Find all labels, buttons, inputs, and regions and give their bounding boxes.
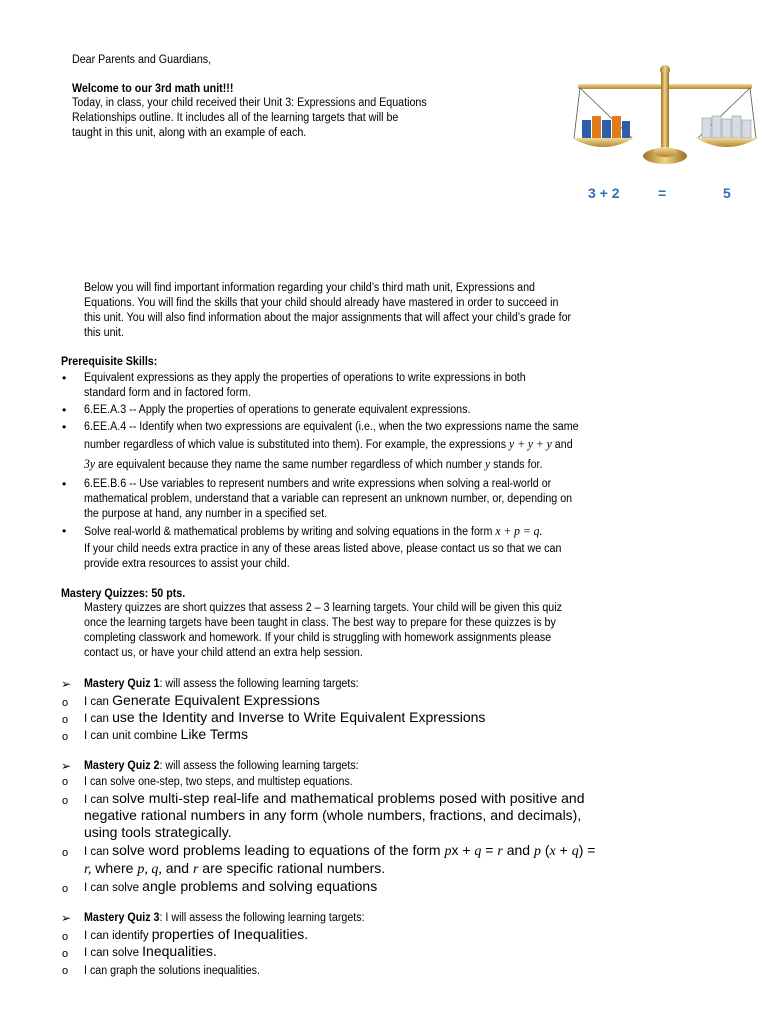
prereq-b3-line-1: 6.EE.A.4 -- Identify when two expressions are equivalent (i.e., when the two expressions name the same <box>84 421 579 433</box>
target-prefix: I can solve <box>84 947 143 959</box>
math-expression: 3y <box>84 457 95 471</box>
prereq-b5 <box>84 524 542 539</box>
target-text: x + <box>451 842 475 858</box>
math-expression: y + y + y <box>509 437 552 451</box>
target-text: and <box>502 842 534 858</box>
quiz1-lead: : will assess the following learning targets: <box>159 678 359 690</box>
target-text: ( <box>540 842 550 858</box>
intro-line-3: taught in this unit, along with an example of each. <box>72 127 307 139</box>
target-text: where <box>91 860 138 876</box>
target-text: angle problems and solving equations <box>142 878 378 894</box>
prereq-heading: Prerequisite Skills: <box>61 356 158 368</box>
circle-bullet-icon: o <box>62 776 69 788</box>
circle-bullet-icon: o <box>62 731 69 743</box>
math-variable: r <box>497 844 503 859</box>
intro-line-2: Relationships outline. It includes all of the learning targets that will be <box>72 112 399 124</box>
target-text: = <box>481 842 498 858</box>
bullet-icon: • <box>62 371 67 385</box>
quiz1-target-3 <box>84 727 248 743</box>
prereq-b3-line-2 <box>84 437 573 452</box>
mastery-desc-line-1: Mastery quizzes are short quizzes that assess 2 – 3 learning targets. Your child will be given this quiz <box>84 602 562 614</box>
math-variable: x <box>549 844 556 859</box>
target-prefix: I can <box>84 846 113 858</box>
quiz3-title: Mastery Quiz 3 <box>84 912 160 924</box>
quiz3-target-1 <box>84 927 308 943</box>
scale-right-value: 5 <box>723 185 731 201</box>
quiz2-target-3-line-2 <box>84 861 385 877</box>
circle-bullet-icon: o <box>62 883 69 895</box>
quiz2-target-1: I can solve one-step, two steps, and multistep equations. <box>84 776 353 788</box>
mastery-heading: Mastery Quizzes: 50 pts. <box>61 588 186 600</box>
welcome-heading: Welcome to our 3rd math unit!!! <box>72 83 234 95</box>
prereq-b3-line-3 <box>84 457 542 472</box>
math-variable: r <box>192 862 199 877</box>
prereq-b4-line-2: mathematical problem, understand that a variable can represent an unknown number, or, depending on <box>84 493 573 505</box>
circle-bullet-icon: o <box>62 965 69 977</box>
math-variable: r, <box>84 862 92 877</box>
target-text: properties of Inequalities. <box>151 926 309 942</box>
quiz3-target-3: I can graph the solutions inequalities. <box>84 965 260 977</box>
prereq-extra-line-2: provide extra resources to assist your child. <box>84 558 290 570</box>
prereq-b4-line-1: 6.EE.B.6 -- Use variables to represent numbers and write expressions when solving a real-world or <box>84 478 552 490</box>
target-text: are specific rational numbers. <box>198 860 386 876</box>
target-prefix: I can identify <box>84 930 152 942</box>
target-text: Generate Equivalent Expressions <box>112 692 320 708</box>
balance-scale-illustration <box>570 58 760 186</box>
target-text: + <box>555 842 572 858</box>
intro-line-1: Today, in class, your child received their Unit 3: Expressions and Equations <box>72 97 427 109</box>
target-prefix: I can unit combine <box>84 730 181 742</box>
quiz2-target-3-line-1 <box>84 843 595 859</box>
prereq-b3-text: number regardless of which value is substituted into them). For example, the expressions <box>84 439 510 451</box>
quiz1-target-2 <box>84 710 485 726</box>
circle-bullet-icon: o <box>62 697 69 709</box>
bullet-icon: • <box>62 420 67 434</box>
quiz2-target-2-line-1 <box>84 791 584 807</box>
quiz2-title: Mastery Quiz 2 <box>84 760 160 772</box>
prereq-extra-line-1: If your child needs extra practice in any of these areas listed above, please contact us so that we can <box>84 543 562 555</box>
scale-equals: = <box>658 185 667 201</box>
arrow-bullet-icon: ➢ <box>61 677 72 691</box>
math-variable: p <box>533 844 541 859</box>
math-variable: q <box>571 844 579 859</box>
bullet-icon: • <box>62 477 67 491</box>
greeting: Dear Parents and Guardians, <box>72 54 212 66</box>
left-weights <box>582 116 630 138</box>
target-text: ) = <box>578 842 596 858</box>
target-prefix: I can <box>84 696 113 708</box>
circle-bullet-icon: o <box>62 948 69 960</box>
target-text: solve word problems leading to equations of the form <box>112 842 445 858</box>
math-expression: x + p = q. <box>495 524 543 538</box>
quiz3-lead: : I will assess the following learning targets: <box>159 912 365 924</box>
quiz2-lead: : will assess the following learning targets: <box>159 760 359 772</box>
quiz1-target-1 <box>84 693 320 709</box>
quiz1-title: Mastery Quiz 1 <box>84 678 160 690</box>
math-variable: p, q, <box>137 862 162 877</box>
prereq-b3-text: are equivalent because they name the same number regardless of which number <box>94 459 485 471</box>
quiz2-target-4 <box>84 879 377 895</box>
mastery-desc-line-4: contact us, or have your child attend an extra help session. <box>84 647 363 659</box>
below-line-4: this unit. <box>84 327 124 339</box>
circle-bullet-icon: o <box>62 795 69 807</box>
below-line-3: this unit. You will also find information about the major assignments that will affect your child’s grade for <box>84 312 572 324</box>
prereq-b3-text: stands for. <box>490 459 543 471</box>
bullet-icon: • <box>62 524 67 538</box>
prereq-b1-line-1: Equivalent expressions as they apply the properties of operations to write expressions in both <box>84 372 526 384</box>
arrow-bullet-icon: ➢ <box>61 759 72 773</box>
target-text: solve multi-step real-life and mathematical problems posed with positive and <box>112 790 585 806</box>
circle-bullet-icon: o <box>62 847 69 859</box>
prereq-b3-text: and <box>551 439 573 451</box>
right-weights <box>702 116 751 138</box>
bullet-icon: • <box>62 403 67 417</box>
target-prefix: I can solve <box>84 882 143 894</box>
target-prefix: I can <box>84 794 113 806</box>
quiz2-heading <box>84 759 359 773</box>
target-text: Like Terms <box>180 726 248 742</box>
prereq-b1-line-2: standard form and in factored form. <box>84 387 252 399</box>
circle-bullet-icon: o <box>62 931 69 943</box>
prereq-b5-text: Solve real-world & mathematical problems by writing and solving equations in the form <box>84 526 496 538</box>
below-line-2: Equations. You will find the skills that your child should already have mastered in order to succeed in <box>84 297 559 309</box>
quiz2-target-2-line-2: negative rational numbers in any form (whole numbers, fractions, and decimals), <box>84 807 582 823</box>
quiz3-target-2 <box>84 944 217 960</box>
circle-bullet-icon: o <box>62 714 69 726</box>
quiz2-target-2-line-3: using tools strategically. <box>84 824 232 840</box>
mastery-desc-line-3: completing classwork and homework. If your child is struggling with homework assignments please <box>84 632 552 644</box>
scale-left-expression: 3 + 2 <box>588 185 620 201</box>
math-variable: q <box>474 844 482 859</box>
right-pan <box>696 138 758 147</box>
mastery-desc-line-2: once the learning targets have been taught in class. The best way to prepare for these quizzes is by <box>84 617 556 629</box>
below-line-1: Below you will find important information regarding your child’s third math unit, Expressions and <box>84 282 536 294</box>
quiz1-heading <box>84 677 359 691</box>
math-variable: p <box>444 844 452 859</box>
prereq-b2: 6.EE.A.3 -- Apply the properties of operations to generate equivalent expressions. <box>84 404 471 416</box>
target-prefix: I can <box>84 713 113 725</box>
left-pan <box>572 138 634 147</box>
target-text: and <box>161 860 193 876</box>
math-variable: y <box>484 457 491 471</box>
target-text: use the Identity and Inverse to Write Equivalent Expressions <box>112 709 486 725</box>
target-text: Inequalities. <box>142 943 217 959</box>
prereq-b4-line-3: the purpose at hand, any number in a specified set. <box>84 508 328 520</box>
scale-post <box>661 72 669 154</box>
quiz3-heading <box>84 911 365 925</box>
arrow-bullet-icon: ➢ <box>61 911 72 925</box>
